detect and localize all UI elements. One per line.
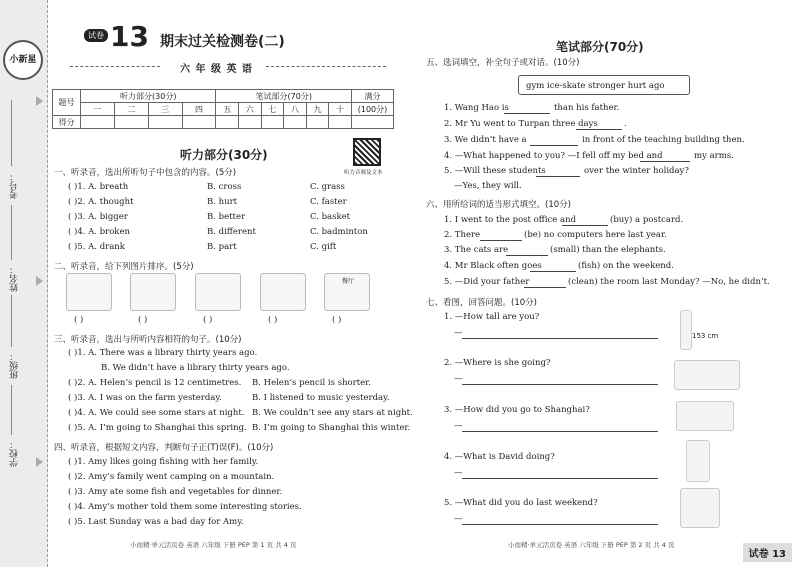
score-cell[interactable] (216, 116, 239, 129)
picture-classroom-icon (130, 273, 176, 311)
order-bracket: ( ) (268, 315, 278, 325)
fill-sentence-post: (clean) the room last Monday? —No, he didn’t. (568, 277, 770, 287)
choice-a: ( )2. A. thought (68, 197, 134, 207)
fill-sentence-pre: 3. We didn’t have a (444, 135, 527, 145)
choice-b: B. hurt (207, 197, 238, 207)
class-label: 班级： (10, 352, 20, 379)
answer-blank[interactable] (480, 240, 522, 241)
choice-b: B. cross (207, 182, 242, 192)
statement: ( )4. Amy’s mother told them some interesting stories. (68, 502, 302, 512)
choice-a: ( )3. A. bigger (68, 212, 128, 222)
total-header: 满分 (352, 90, 394, 103)
binding-strip (0, 0, 48, 567)
question: 4. —What is David doing? (444, 452, 555, 462)
fill-sentence-post: (buy) a postcard. (610, 215, 684, 225)
fill-sentence-pre: 2. There (444, 230, 481, 240)
qr-code-icon[interactable] (353, 138, 381, 166)
question: 1. —How tall are you? (444, 312, 540, 322)
option-b: B. We didn’t have a library thirty years ago. (101, 363, 290, 373)
fill-sentence-post: (small) than the elephants. (550, 245, 666, 255)
fill-sentence-post: over the winter holiday? (584, 166, 689, 176)
header-badge: 试卷 (84, 29, 108, 42)
choice-a: ( )4. A. broken (68, 227, 130, 237)
question-number: 四 (182, 103, 216, 116)
option-a: ( )4. A. We could see some stars at night. (68, 408, 245, 418)
page-footer: 小而精·单元活页卷 英语 六年级 下册 PEP 第 2 页 共 4 页 (508, 541, 675, 549)
fill-sentence-pre: 4. —What happened to you? —I fell off my bed and (444, 151, 663, 161)
dash: — (454, 468, 463, 478)
answer-blank[interactable] (576, 129, 622, 130)
triangle-marker-icon (36, 96, 43, 106)
boy-picture-icon (686, 440, 710, 482)
answer-line[interactable] (462, 384, 658, 385)
total-value: (100分) (352, 103, 394, 116)
order-bracket: ( ) (203, 315, 213, 325)
option-a: ( )1. A. There was a library thirty years ago. (68, 348, 258, 358)
option-b: B. I listened to music yesterday. (252, 393, 390, 403)
section-6-title: 六、用所给词的适当形式填空。(10分) (426, 200, 571, 210)
fill-sentence-pre: 1. I went to the post office and (444, 215, 577, 225)
school-line (11, 385, 12, 435)
writing-header: 笔试部分(70分) (216, 90, 352, 103)
name-label: 姓名： (10, 265, 20, 292)
choice-b: B. part (207, 242, 237, 252)
picture-dining-icon (195, 273, 241, 311)
choice-a: ( )1. A. breath (68, 182, 129, 192)
section-7-title: 七、看图，回答问题。(10分) (426, 298, 537, 308)
restaurant-sign: 餐厅 (342, 278, 355, 285)
fill-sentence-pre: 5. —Will these students (444, 166, 546, 176)
page-footer: 小而精·单元活页卷 英语 六年级 下册 PEP 第 1 页 共 4 页 (130, 541, 297, 549)
question: 3. —How did you go to Shanghai? (444, 405, 590, 415)
answer-blank[interactable] (524, 287, 566, 288)
score-cell[interactable] (306, 116, 329, 129)
option-a: ( )2. A. Helen’s pencil is 12 centimetres. (68, 378, 242, 388)
question-number: 九 (306, 103, 329, 116)
answer-line[interactable] (462, 478, 658, 479)
answer-blank[interactable] (530, 271, 576, 272)
fill-sentence-pre: 4. Mr Black often goes (444, 261, 542, 271)
option-a: ( )3. A. I was on the farm yesterday. (68, 393, 222, 403)
question-number: 七 (261, 103, 284, 116)
score-cell[interactable] (182, 116, 216, 129)
answer-blank[interactable] (530, 145, 578, 146)
writing-title: 笔试部分(70分) (556, 40, 644, 54)
dash: — (454, 514, 463, 524)
page-subtitle: 六 年 级 英 语 (180, 64, 253, 75)
option-a: ( )5. A. I’m going to Shanghai this spring. (68, 423, 247, 433)
fill-sentence-post: than his father. (554, 103, 620, 113)
question-number: 三 (148, 103, 182, 116)
class-line (11, 295, 12, 347)
fill-sentence-post: (fish) on the weekend. (578, 261, 674, 271)
section-2-title: 二、听录音，给下列图片排序。(5分) (54, 262, 194, 272)
choice-c: C. faster (310, 197, 347, 207)
fill-sentence-pre: 2. Mr Yu went to Turpan three days (444, 119, 598, 129)
question-number: 八 (284, 103, 307, 116)
divider (70, 66, 160, 67)
girl-picture-icon (680, 488, 720, 528)
choice-c: C. basket (310, 212, 351, 222)
order-bracket: ( ) (138, 315, 148, 325)
divider (266, 66, 386, 67)
fill-sentence-post: my arms. (694, 151, 734, 161)
dash: — (454, 328, 463, 338)
section-5-title: 五、选词填空，补全句子或对话。(10分) (426, 58, 580, 68)
score-cell[interactable] (261, 116, 284, 129)
picture-children-icon (66, 273, 112, 311)
statement: ( )3. Amy ate some fish and vegetables for dinner. (68, 487, 283, 497)
word-bank-text: gym ice-skate stronger hurt ago (526, 81, 665, 91)
fill-sentence-post: (be) no computers here last year. (524, 230, 667, 240)
exam-number-line (11, 100, 12, 166)
question: 2. —Where is she going? (444, 358, 551, 368)
statement: ( )5. Last Sunday was a bad day for Amy. (68, 517, 244, 527)
answer-line[interactable] (462, 338, 658, 339)
order-bracket: ( ) (74, 315, 84, 325)
row-label-score: 得分 (53, 116, 81, 129)
fill-sentence-pre: 1. Wang Hao is (444, 103, 509, 113)
score-table (52, 89, 394, 129)
height-ruler-icon (680, 310, 692, 350)
exam-number-label: 考号： (10, 172, 20, 199)
question: 5. —What did you do last weekend? (444, 498, 598, 508)
row-label-number: 题号 (53, 90, 81, 116)
choice-b: B. better (207, 212, 246, 222)
score-cell[interactable] (114, 116, 148, 129)
score-cell[interactable] (239, 116, 262, 129)
building-picture-icon (674, 360, 740, 390)
train-picture-icon (676, 401, 734, 431)
answer-blank[interactable] (640, 161, 690, 162)
statement: ( )2. Amy’s family went camping on a mountain. (68, 472, 275, 482)
answer-line[interactable] (462, 524, 658, 525)
answer-line[interactable] (462, 431, 658, 432)
dash: — (454, 374, 463, 384)
question-number: 五 (216, 103, 239, 116)
option-b: B. I’m going to Shanghai this winter. (252, 423, 411, 433)
score-cell[interactable] (284, 116, 307, 129)
score-cell[interactable] (148, 116, 182, 129)
fill-sentence-pre: 5. —Did your father (444, 277, 530, 287)
answer-blank[interactable] (562, 225, 608, 226)
listening-header: 听力部分(30分) (81, 90, 216, 103)
picture-cycling-icon (260, 273, 306, 311)
question-number: 十 (329, 103, 352, 116)
question-number: 二 (114, 103, 148, 116)
publisher-logo: 小新星 (3, 40, 43, 80)
choice-c: C. badminton (310, 227, 368, 237)
choice-a: ( )5. A. drank (68, 242, 125, 252)
test-tag: 试卷 13 (743, 543, 792, 562)
page-title: 期末过关检测卷(二) (160, 34, 285, 50)
triangle-marker-icon (36, 276, 43, 286)
section-3-title: 三、听录音，选出与所听内容相符的句子。(10分) (54, 335, 242, 345)
choice-c: C. grass (310, 182, 345, 192)
score-cell[interactable] (81, 116, 115, 129)
choice-b: B. different (207, 227, 256, 237)
height-value: 153 cm (692, 332, 719, 340)
question-number: 六 (239, 103, 262, 116)
answer-blank[interactable] (504, 113, 550, 114)
score-cell[interactable] (352, 116, 394, 129)
answer-blank[interactable] (536, 176, 580, 177)
option-b: B. Helen’s pencil is shorter. (252, 378, 372, 388)
score-cell[interactable] (329, 116, 352, 129)
section-1-title: 一、听录音，选出所听句子中包含的内容。(5分) (54, 168, 237, 178)
school-label: 学校： (10, 440, 20, 467)
name-line (11, 205, 12, 260)
statement: ( )1. Amy likes going fishing with her family. (68, 457, 259, 467)
listening-title: 听力部分(30分) (180, 148, 268, 162)
right-page (418, 0, 800, 567)
answer-blank[interactable] (506, 255, 548, 256)
dialogue-answer: —Yes, they will. (454, 181, 522, 191)
fill-sentence-pre: 3. The cats are (444, 245, 509, 255)
test-number: 13 (110, 20, 149, 53)
dash: — (454, 421, 463, 431)
choice-c: C. gift (310, 242, 337, 252)
option-b: B. We couldn’t see any stars at night. (252, 408, 413, 418)
order-bracket: ( ) (332, 315, 342, 325)
section-4-title: 四、听录音，根据短文内容，判断句子正(T)误(F)。(10分) (54, 443, 274, 453)
fill-sentence-post: in front of the teaching building then. (582, 135, 745, 145)
fill-sentence-post: . (624, 119, 627, 129)
left-page (52, 0, 413, 567)
triangle-marker-icon (36, 457, 43, 467)
qr-caption: 听力音频及文本 (344, 170, 383, 176)
question-number: 一 (81, 103, 115, 116)
